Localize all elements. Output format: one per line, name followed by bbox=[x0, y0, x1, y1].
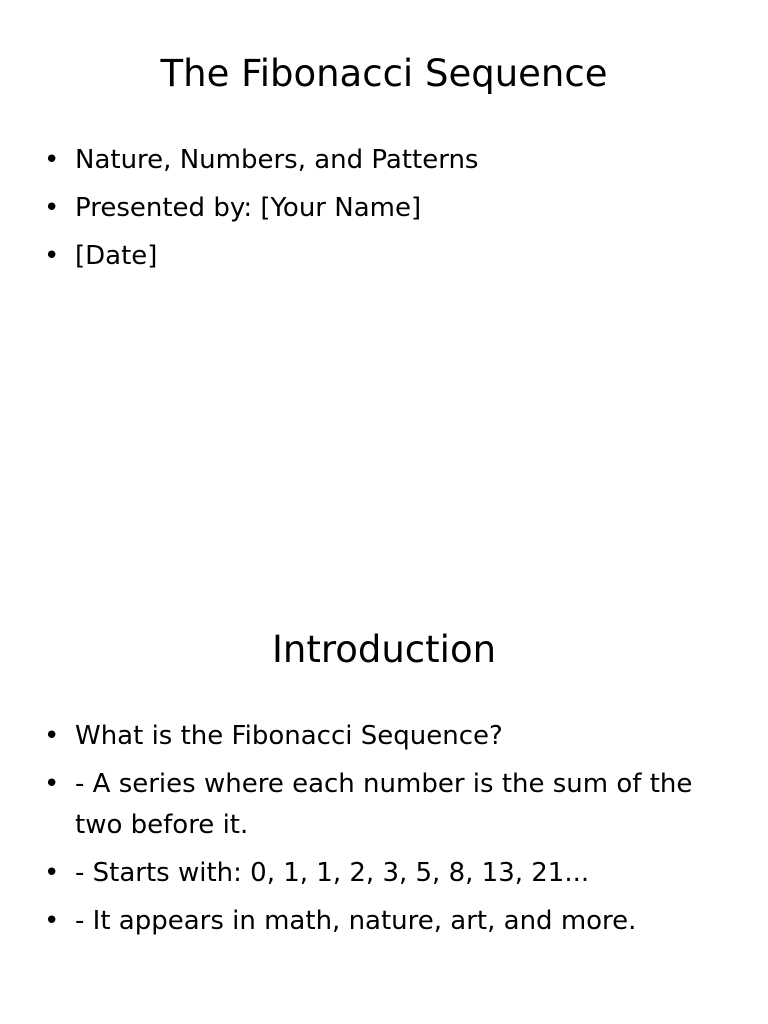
bullet-text: Presented by: [Your Name] bbox=[75, 193, 422, 223]
bullet-text: - It appears in math, nature, art, and more. bbox=[75, 906, 637, 936]
bullet-text: - Starts with: 0, 1, 1, 2, 3, 5, 8, 13, 21... bbox=[75, 858, 590, 888]
bullet-icon: • bbox=[44, 193, 60, 223]
list-item bbox=[44, 901, 704, 942]
bullet-text: [Date] bbox=[75, 241, 158, 271]
bullet-list bbox=[44, 716, 704, 949]
list-item bbox=[44, 236, 704, 277]
bullet-text: Nature, Numbers, and Patterns bbox=[75, 145, 479, 175]
slide-introduction bbox=[0, 576, 768, 1024]
list-item bbox=[44, 853, 704, 894]
bullet-icon: • bbox=[44, 858, 60, 888]
bullet-icon: • bbox=[44, 241, 60, 271]
bullet-icon: • bbox=[44, 145, 60, 175]
bullet-text: What is the Fibonacci Sequence? bbox=[75, 721, 503, 751]
bullet-text: - A series where each number is the sum of the two before it. bbox=[75, 769, 693, 840]
bullet-icon: • bbox=[44, 906, 60, 936]
list-item bbox=[44, 764, 704, 846]
list-item bbox=[44, 188, 704, 229]
bullet-icon: • bbox=[44, 769, 60, 799]
list-item bbox=[44, 716, 704, 757]
slide-title: The Fibonacci Sequence bbox=[160, 52, 608, 95]
bullet-list bbox=[44, 140, 704, 284]
list-item bbox=[44, 140, 704, 181]
slide-title: Introduction bbox=[271, 628, 497, 671]
bullet-icon: • bbox=[44, 721, 60, 751]
